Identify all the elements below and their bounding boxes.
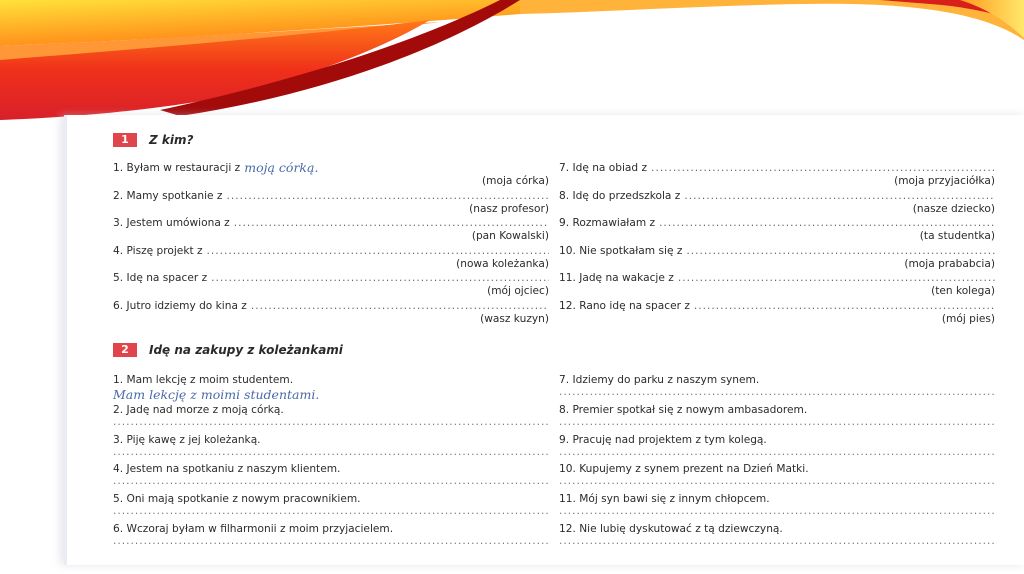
item-hint: (moja przyjaciółka) — [894, 175, 995, 187]
item-sentence: 1. Mam lekcję z moim studentem. — [113, 374, 294, 386]
exercise-item — [113, 271, 549, 299]
item-hint: (mój pies) — [941, 312, 995, 325]
exercise-1-heading — [113, 133, 193, 147]
item-sentence: 5. Oni mają spotkanie z nowym pracownikiem. — [113, 493, 361, 506]
handwritten-answer: moją córką. — [244, 160, 319, 175]
item-hint: (moja córka) — [482, 175, 549, 187]
item-sentence: 6. Wczoraj byłam w filharmonii z moim przyjacielem. — [113, 522, 394, 535]
exercise-2-left-column — [113, 373, 549, 552]
exercise-item — [559, 492, 995, 522]
answer-blank[interactable] — [651, 161, 995, 175]
exercise-item — [113, 433, 549, 463]
answer-blank[interactable] — [251, 299, 549, 313]
answer-blank[interactable] — [678, 271, 995, 285]
answer-blank[interactable] — [559, 447, 995, 461]
exercise-2-right-column — [559, 373, 995, 552]
answer-blank[interactable] — [113, 536, 549, 550]
answer-blank[interactable] — [559, 476, 995, 490]
item-sentence: 8. Premier spotkał się z nowym ambasadorem. — [559, 403, 808, 416]
answer-blank[interactable] — [559, 536, 995, 550]
exercise-item — [113, 299, 549, 327]
exercise-item — [559, 244, 995, 272]
item-sentence: 10. Kupujemy z synem prezent na Dzień Matki. — [559, 463, 809, 476]
answer-blank[interactable] — [227, 189, 550, 203]
exercise-item — [559, 189, 995, 217]
exercise-item — [559, 161, 995, 189]
item-prompt: 5. Idę na spacer z — [113, 272, 208, 285]
answer-blank[interactable] — [559, 387, 995, 401]
exercise-item — [559, 433, 995, 463]
item-hint: (wasz kuzyn) — [480, 312, 549, 325]
exercise-item — [113, 161, 549, 189]
answer-blank[interactable] — [234, 216, 549, 230]
exercise-item — [559, 216, 995, 244]
workbook-page — [64, 115, 1024, 565]
answer-blank[interactable] — [684, 189, 995, 203]
exercise-item — [113, 492, 549, 522]
item-sentence: 9. Pracuję nad projektem z tym kolegą. — [559, 433, 767, 446]
answer-blank[interactable] — [207, 244, 549, 258]
answer-blank[interactable] — [113, 476, 549, 490]
item-sentence: 4. Jestem na spotkaniu z naszym klientem. — [113, 463, 341, 476]
answer-blank[interactable] — [686, 244, 995, 258]
answer-blank[interactable] — [113, 447, 549, 461]
exercise-item — [559, 403, 995, 433]
item-prompt: 4. Piszę projekt z — [113, 244, 203, 257]
item-sentence: 11. Mój syn bawi się z innym chłopcem. — [559, 493, 770, 506]
exercise-2-heading — [113, 343, 343, 357]
item-prompt: 9. Rozmawiałam z — [559, 217, 656, 230]
exercise-item — [559, 462, 995, 492]
exercise-item — [113, 373, 549, 403]
item-hint: (mój ojciec) — [487, 285, 549, 298]
item-hint: (ten kolega) — [931, 285, 995, 298]
item-prompt: 7. Idę na obiad z — [559, 162, 648, 174]
item-prompt: 1. Byłam w restauracji z — [113, 162, 241, 174]
ribbon-band-right-orange — [520, 0, 1024, 40]
item-sentence: 7. Idziemy do parku z naszym synem. — [559, 374, 760, 386]
item-prompt: 12. Rano idę na spacer z — [559, 299, 690, 312]
item-prompt: 10. Nie spotkałam się z — [559, 244, 683, 257]
answer-blank[interactable] — [113, 506, 549, 520]
item-hint: (moja prababcia) — [904, 257, 995, 270]
item-sentence: 3. Piję kawę z jej koleżanką. — [113, 433, 261, 446]
exercise-number-badge: 1 — [113, 133, 137, 147]
answer-blank[interactable] — [659, 216, 995, 230]
item-prompt: 6. Jutro idziemy do kina z — [113, 299, 247, 312]
answer-blank[interactable] — [113, 417, 549, 431]
item-prompt: 2. Mamy spotkanie z — [113, 189, 223, 202]
item-hint: (nowa koleżanka) — [456, 257, 549, 270]
item-hint: (nasz profesor) — [469, 202, 549, 215]
item-sentence: 2. Jadę nad morze z moją córką. — [113, 403, 284, 416]
exercise-item — [113, 189, 549, 217]
item-hint: (nasze dziecko) — [912, 202, 995, 215]
item-prompt: 8. Idę do przedszkola z — [559, 189, 681, 202]
item-prompt: 11. Jadę na wakacje z — [559, 272, 674, 285]
exercise-item — [113, 522, 549, 552]
exercise-item — [113, 462, 549, 492]
exercise-item — [113, 403, 549, 433]
exercise-1-right-column — [559, 161, 995, 327]
item-hint: (ta studentka) — [919, 230, 995, 243]
exercise-title: Idę na zakupy z koleżankami — [149, 343, 343, 357]
decorative-ribbon — [0, 0, 1024, 130]
answer-blank[interactable] — [559, 417, 995, 431]
exercise-item — [559, 373, 995, 403]
exercise-item — [113, 244, 549, 272]
exercise-item — [559, 299, 995, 327]
answer-blank[interactable] — [694, 299, 995, 313]
exercise-title: Z kim? — [149, 133, 194, 147]
exercise-item — [559, 271, 995, 299]
item-prompt: 3. Jestem umówiona z — [113, 217, 230, 230]
item-hint: (pan Kowalski) — [471, 230, 549, 243]
exercise-item — [113, 216, 549, 244]
answer-blank[interactable] — [559, 506, 995, 520]
exercise-item — [559, 522, 995, 552]
exercise-number-badge: 2 — [113, 343, 137, 357]
handwritten-answer: Mam lekcję z moimi studentami. — [113, 387, 320, 402]
answer-blank[interactable] — [211, 271, 549, 285]
exercise-1-left-column — [113, 161, 549, 327]
item-sentence: 12. Nie lubię dyskutować z tą dziewczyną. — [559, 522, 783, 535]
